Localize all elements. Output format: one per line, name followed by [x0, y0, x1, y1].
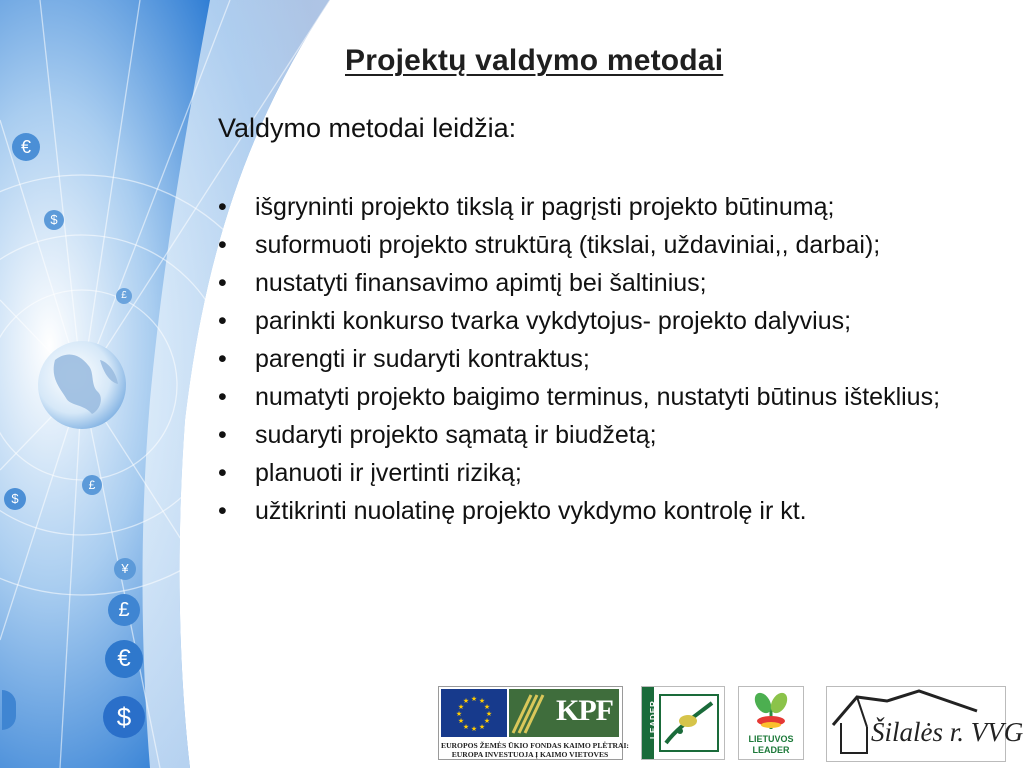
svg-text:★: ★	[457, 703, 465, 711]
silale-vvg-logo: Šilalės r. VVG	[826, 686, 1006, 762]
svg-text:★: ★	[462, 697, 470, 705]
eu-flag-icon	[441, 689, 507, 737]
svg-text:★: ★	[455, 710, 463, 718]
bullet-item: • numatyti projekto baigimo terminus, nustatyti būtinus išteklius;	[218, 383, 1008, 411]
svg-text:★: ★	[485, 710, 493, 718]
globe-icon	[38, 341, 126, 429]
eu-fund-text: EUROPOS ŽEMĖS ŪKIO FONDAS KAIMO PLĖTRAI:	[441, 741, 629, 750]
svg-text:★: ★	[470, 725, 478, 733]
intro-text: Valdymo metodai leidžia:	[218, 113, 517, 143]
bullet-item: • suformuoti projekto struktūrą (tikslai, uždaviniai,, darbai);	[218, 231, 1008, 259]
yen-coin-icon: ¥	[114, 558, 136, 580]
eu-invest-text: EUROPA INVESTUOJA Į KAIMO VIETOVES	[451, 750, 609, 759]
euro-coin-icon: €	[105, 640, 143, 678]
svg-text:★: ★	[478, 697, 486, 705]
bullet-item: • parengti ir sudaryti kontraktus;	[218, 345, 1008, 373]
svg-text:★: ★	[457, 717, 465, 725]
svg-text:★: ★	[470, 695, 478, 703]
pound-coin-icon: £	[108, 594, 140, 626]
dollar-coin-icon: $	[44, 210, 64, 230]
slide-title: Projektų valdymo metodai	[345, 44, 724, 77]
lietuvos-leader-logo: LIETUVOS LEADER	[738, 686, 804, 760]
leader-logo: LEADER	[641, 686, 725, 760]
bullet-item: • parinkti konkurso tvarka vykdytojus- projekto dalyvius;	[218, 307, 1008, 335]
dollar-coin-icon: $	[103, 696, 145, 738]
dollar-coin-icon: $	[4, 488, 26, 510]
pound-coin-icon: £	[82, 475, 102, 495]
bullet-item: • nustatyti finansavimo apimtį bei šaltinius;	[218, 269, 1008, 297]
bullet-item: • sudaryti projekto sąmatą ir biudžetą;	[218, 421, 1008, 449]
svg-text:★: ★	[462, 723, 470, 731]
pound-coin-icon: £	[116, 288, 132, 304]
svg-text:★: ★	[483, 703, 491, 711]
euro-coin-icon: €	[12, 133, 40, 161]
eu-kpf-logo	[438, 686, 629, 760]
bullet-item: • išgryninti projekto tikslą ir pagrįsti projekto būtinumą;	[218, 193, 1008, 221]
svg-text:★: ★	[483, 717, 491, 725]
svg-text:★: ★	[478, 723, 486, 731]
bullet-item: • planuoti ir įvertinti riziką;	[218, 459, 1008, 487]
bullet-list	[218, 193, 1008, 535]
bullet-item: • užtikrinti nuolatinę projekto vykdymo kontrolę ir kt.	[218, 497, 1008, 525]
kpf-logo: KPF	[509, 689, 619, 737]
